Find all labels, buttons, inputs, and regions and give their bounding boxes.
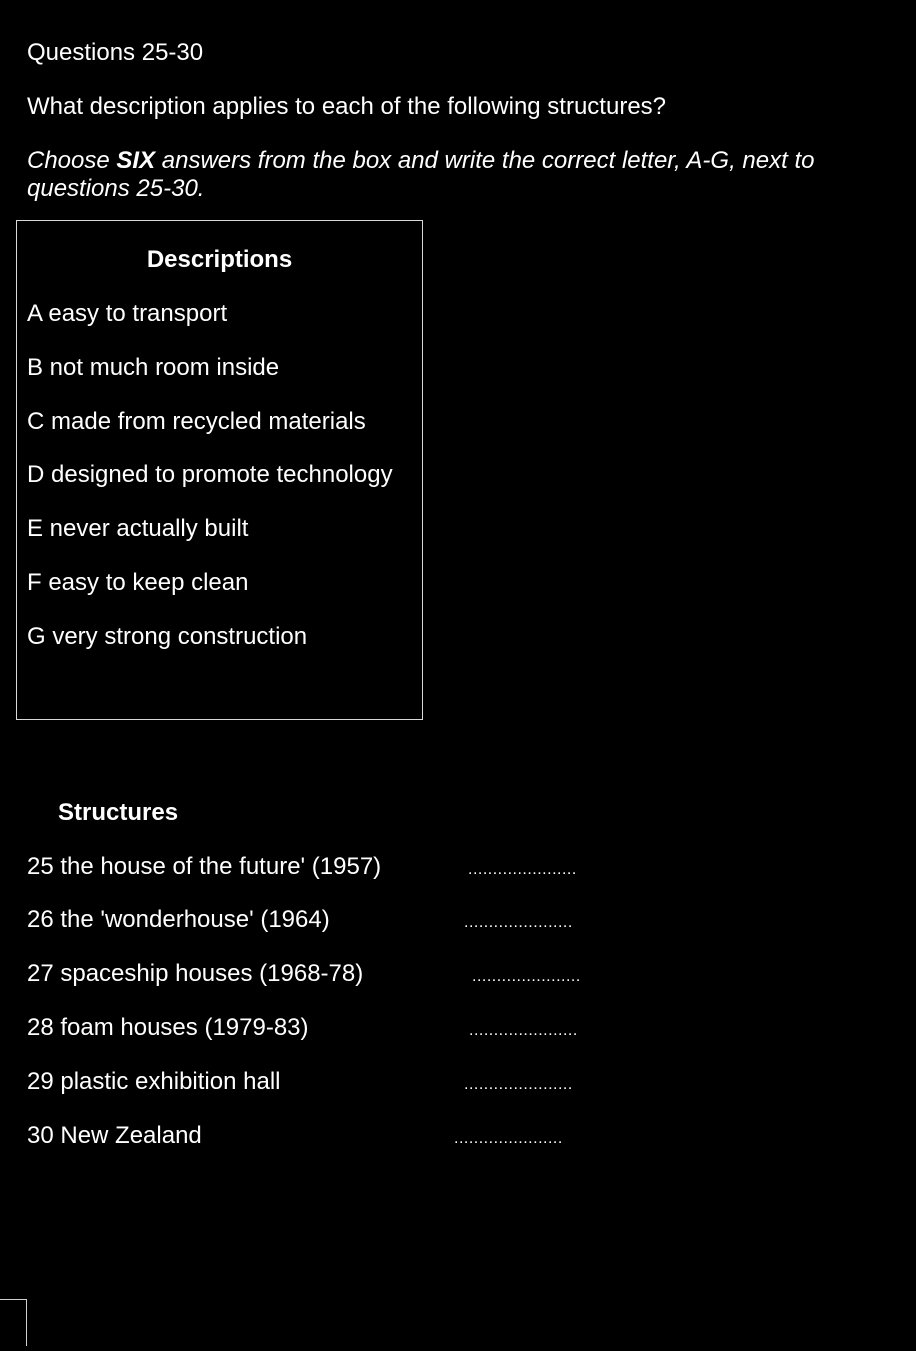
answer-blank-30[interactable]: ......................: [454, 1130, 563, 1147]
question-prompt: What description applies to each of the following structures?: [27, 93, 667, 120]
answer-blank-27[interactable]: ......................: [472, 968, 581, 985]
answer-blank-26[interactable]: ......................: [464, 914, 573, 931]
answer-blank-25[interactable]: ......................: [468, 861, 577, 878]
description-item-b: B not much room inside: [27, 354, 280, 381]
description-item-d: D designed to promote technology: [27, 461, 393, 488]
structure-label-26: 26 the 'wonderhouse' (1964): [27, 906, 330, 933]
description-item-g: G very strong construction: [27, 623, 308, 650]
instructions-part1: Choose: [27, 147, 117, 174]
structure-label-28: 28 foam houses (1979-83): [27, 1014, 309, 1041]
description-item-a: A easy to transport: [27, 300, 228, 327]
structure-label-25: 25 the house of the future' (1957): [27, 853, 382, 880]
structure-label-29: 29 plastic exhibition hall: [27, 1068, 281, 1095]
page-corner-mark: [0, 1299, 27, 1346]
instructions: [27, 147, 916, 203]
description-item-c: C made from recycled materials: [27, 408, 366, 435]
structure-label-30: 30 New Zealand: [27, 1122, 202, 1149]
description-item-f: F easy to keep clean: [27, 569, 249, 596]
descriptions-title: Descriptions: [146, 246, 293, 273]
answer-blank-29[interactable]: ......................: [464, 1076, 573, 1093]
instructions-emphasis: SIX: [116, 147, 156, 174]
instructions-part2: answers from the box and write the correct letter, A-G, next to questions 25-30.: [27, 147, 815, 202]
structures-title: Structures: [58, 799, 179, 826]
description-item-e: E never actually built: [27, 515, 249, 542]
answer-blank-28[interactable]: ......................: [469, 1022, 578, 1039]
descriptions-box: [16, 220, 423, 720]
section-heading: Questions 25-30: [27, 39, 204, 66]
structure-label-27: 27 spaceship houses (1968-78): [27, 960, 364, 987]
